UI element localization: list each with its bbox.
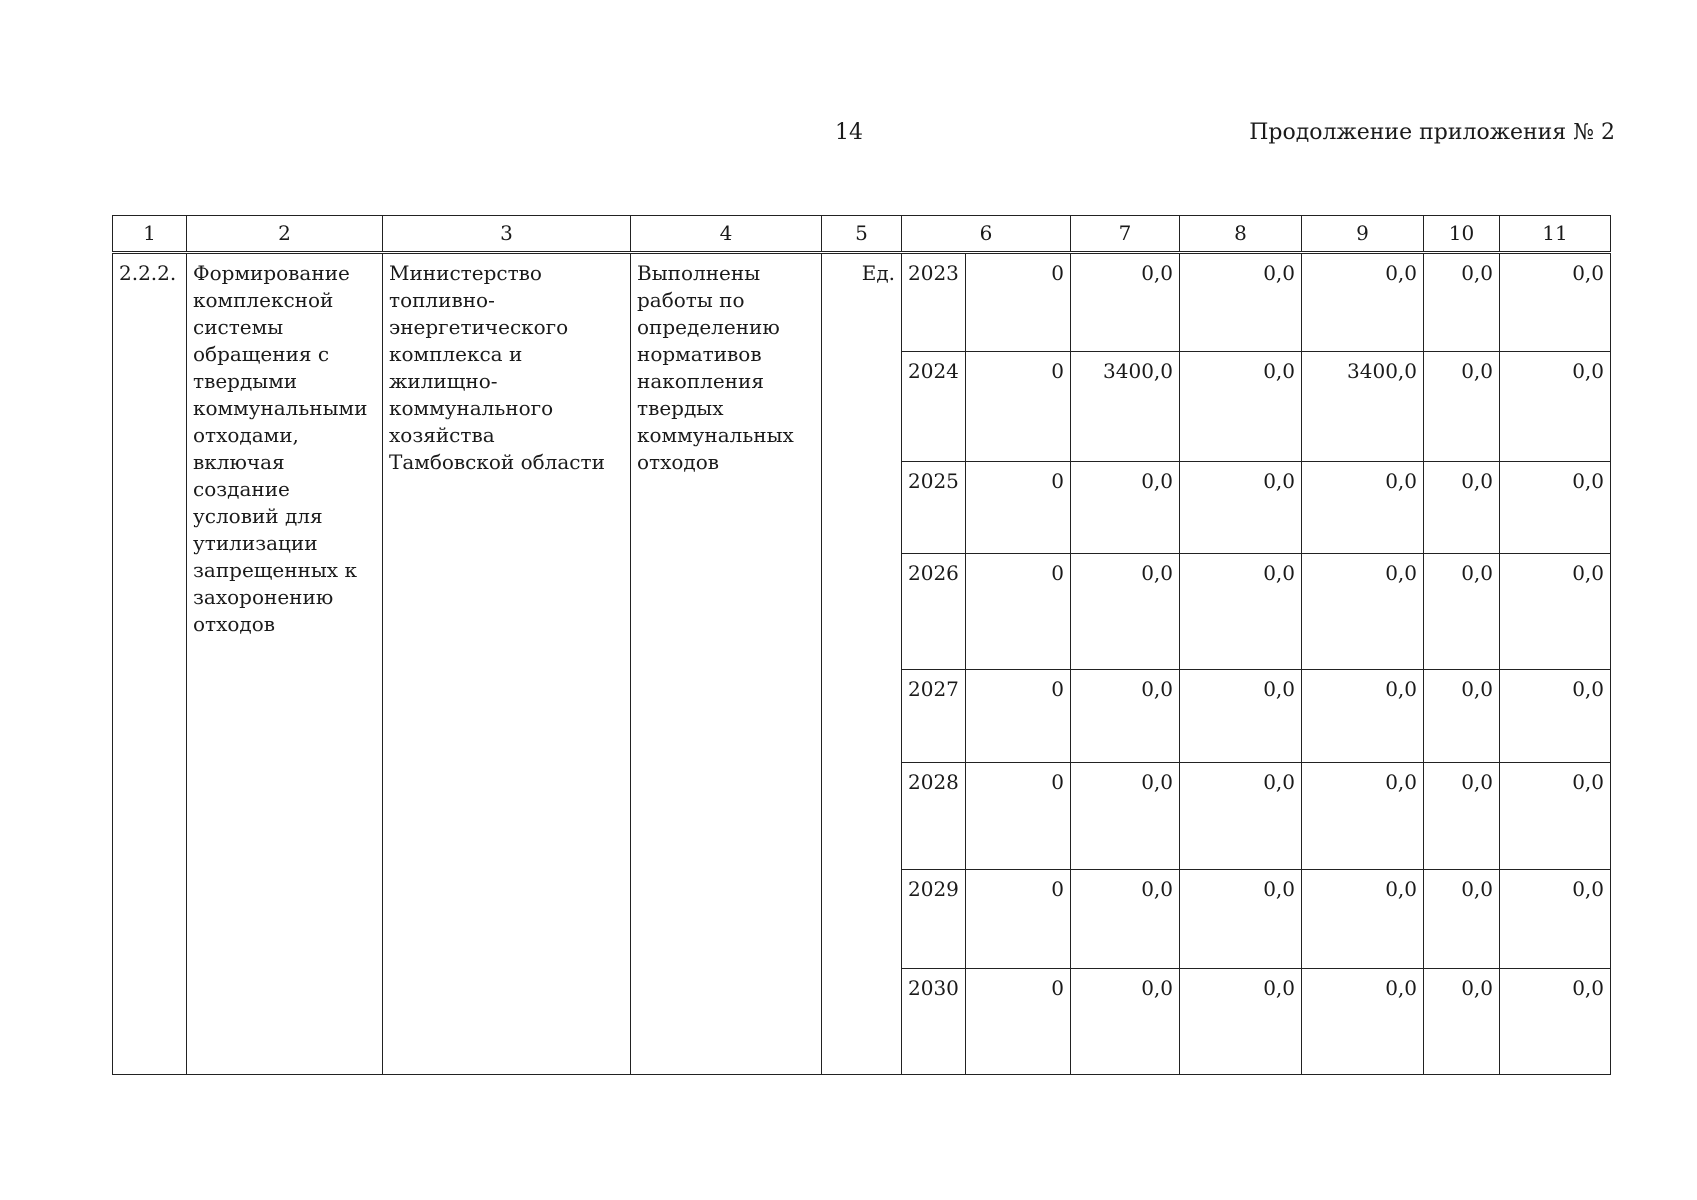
col9-cell: 0,0: [1302, 253, 1424, 352]
year-cell: 2028: [902, 763, 966, 870]
col7-cell: 0,0: [1071, 969, 1180, 1075]
executor: Министерство топливно-энергетического комплекса и жилищно-коммунального хозяйства Тамбовской области: [383, 253, 631, 1075]
col11-cell: 0,0: [1500, 870, 1611, 969]
column-header: 7: [1071, 216, 1180, 253]
column-header: 5: [822, 216, 902, 253]
value-cell: 0: [966, 870, 1071, 969]
col11-cell: 0,0: [1500, 969, 1611, 1075]
column-header: 1: [113, 216, 187, 253]
col8-cell: 0,0: [1180, 554, 1302, 670]
column-header: 6: [902, 216, 1071, 253]
col9-cell: 0,0: [1302, 554, 1424, 670]
col11-cell: 0,0: [1500, 554, 1611, 670]
col10-cell: 0,0: [1424, 763, 1500, 870]
year-cell: 2024: [902, 352, 966, 462]
col9-cell: 0,0: [1302, 462, 1424, 554]
value-cell: 0: [966, 763, 1071, 870]
col9-cell: 0,0: [1302, 670, 1424, 763]
col7-cell: 0,0: [1071, 554, 1180, 670]
activity-name: Формирование комплексной системы обращения с твердыми коммунальными отходами, включая создание условий для утилизации запрещенных к захоронению отходов: [187, 253, 383, 1075]
unit: Ед.: [822, 253, 902, 1075]
col8-cell: 0,0: [1180, 870, 1302, 969]
data-table: [112, 215, 1611, 1075]
result-description: Выполнены работы по определению нормативов накопления твердых коммунальных отходов: [631, 253, 822, 1075]
col7-cell: 0,0: [1071, 670, 1180, 763]
year-cell: 2026: [902, 554, 966, 670]
column-header: 10: [1424, 216, 1500, 253]
col10-cell: 0,0: [1424, 969, 1500, 1075]
col10-cell: 0,0: [1424, 554, 1500, 670]
col9-cell: 0,0: [1302, 969, 1424, 1075]
col8-cell: 0,0: [1180, 253, 1302, 352]
year-cell: 2027: [902, 670, 966, 763]
column-header: 2: [187, 216, 383, 253]
value-cell: 0: [966, 462, 1071, 554]
col11-cell: 0,0: [1500, 352, 1611, 462]
year-cell: 2025: [902, 462, 966, 554]
col9-cell: 3400,0: [1302, 352, 1424, 462]
value-cell: 0: [966, 253, 1071, 352]
col8-cell: 0,0: [1180, 670, 1302, 763]
col8-cell: 0,0: [1180, 763, 1302, 870]
col7-cell: 0,0: [1071, 870, 1180, 969]
col10-cell: 0,0: [1424, 253, 1500, 352]
value-cell: 0: [966, 352, 1071, 462]
col9-cell: 0,0: [1302, 870, 1424, 969]
col8-cell: 0,0: [1180, 352, 1302, 462]
col10-cell: 0,0: [1424, 670, 1500, 763]
column-header: 11: [1500, 216, 1611, 253]
column-header: 3: [383, 216, 631, 253]
col7-cell: 0,0: [1071, 253, 1180, 352]
col7-cell: 0,0: [1071, 462, 1180, 554]
col11-cell: 0,0: [1500, 763, 1611, 870]
year-cell: 2030: [902, 969, 966, 1075]
col8-cell: 0,0: [1180, 969, 1302, 1075]
year-cell: 2023: [902, 253, 966, 352]
year-cell: 2029: [902, 870, 966, 969]
value-cell: 0: [966, 554, 1071, 670]
col10-cell: 0,0: [1424, 352, 1500, 462]
col8-cell: 0,0: [1180, 462, 1302, 554]
col10-cell: 0,0: [1424, 462, 1500, 554]
table-row: [113, 253, 1611, 352]
column-header: 8: [1180, 216, 1302, 253]
value-cell: 0: [966, 670, 1071, 763]
col7-cell: 0,0: [1071, 763, 1180, 870]
column-number-row: [113, 216, 1611, 253]
value-cell: 0: [966, 969, 1071, 1075]
col9-cell: 0,0: [1302, 763, 1424, 870]
col11-cell: 0,0: [1500, 462, 1611, 554]
col7-cell: 3400,0: [1071, 352, 1180, 462]
row-code: 2.2.2.: [113, 253, 187, 1075]
page-number: 14: [835, 120, 863, 145]
column-header: 4: [631, 216, 822, 253]
col11-cell: 0,0: [1500, 670, 1611, 763]
appendix-title: Продолжение приложения № 2: [1249, 120, 1615, 145]
column-header: 9: [1302, 216, 1424, 253]
col10-cell: 0,0: [1424, 870, 1500, 969]
col11-cell: 0,0: [1500, 253, 1611, 352]
